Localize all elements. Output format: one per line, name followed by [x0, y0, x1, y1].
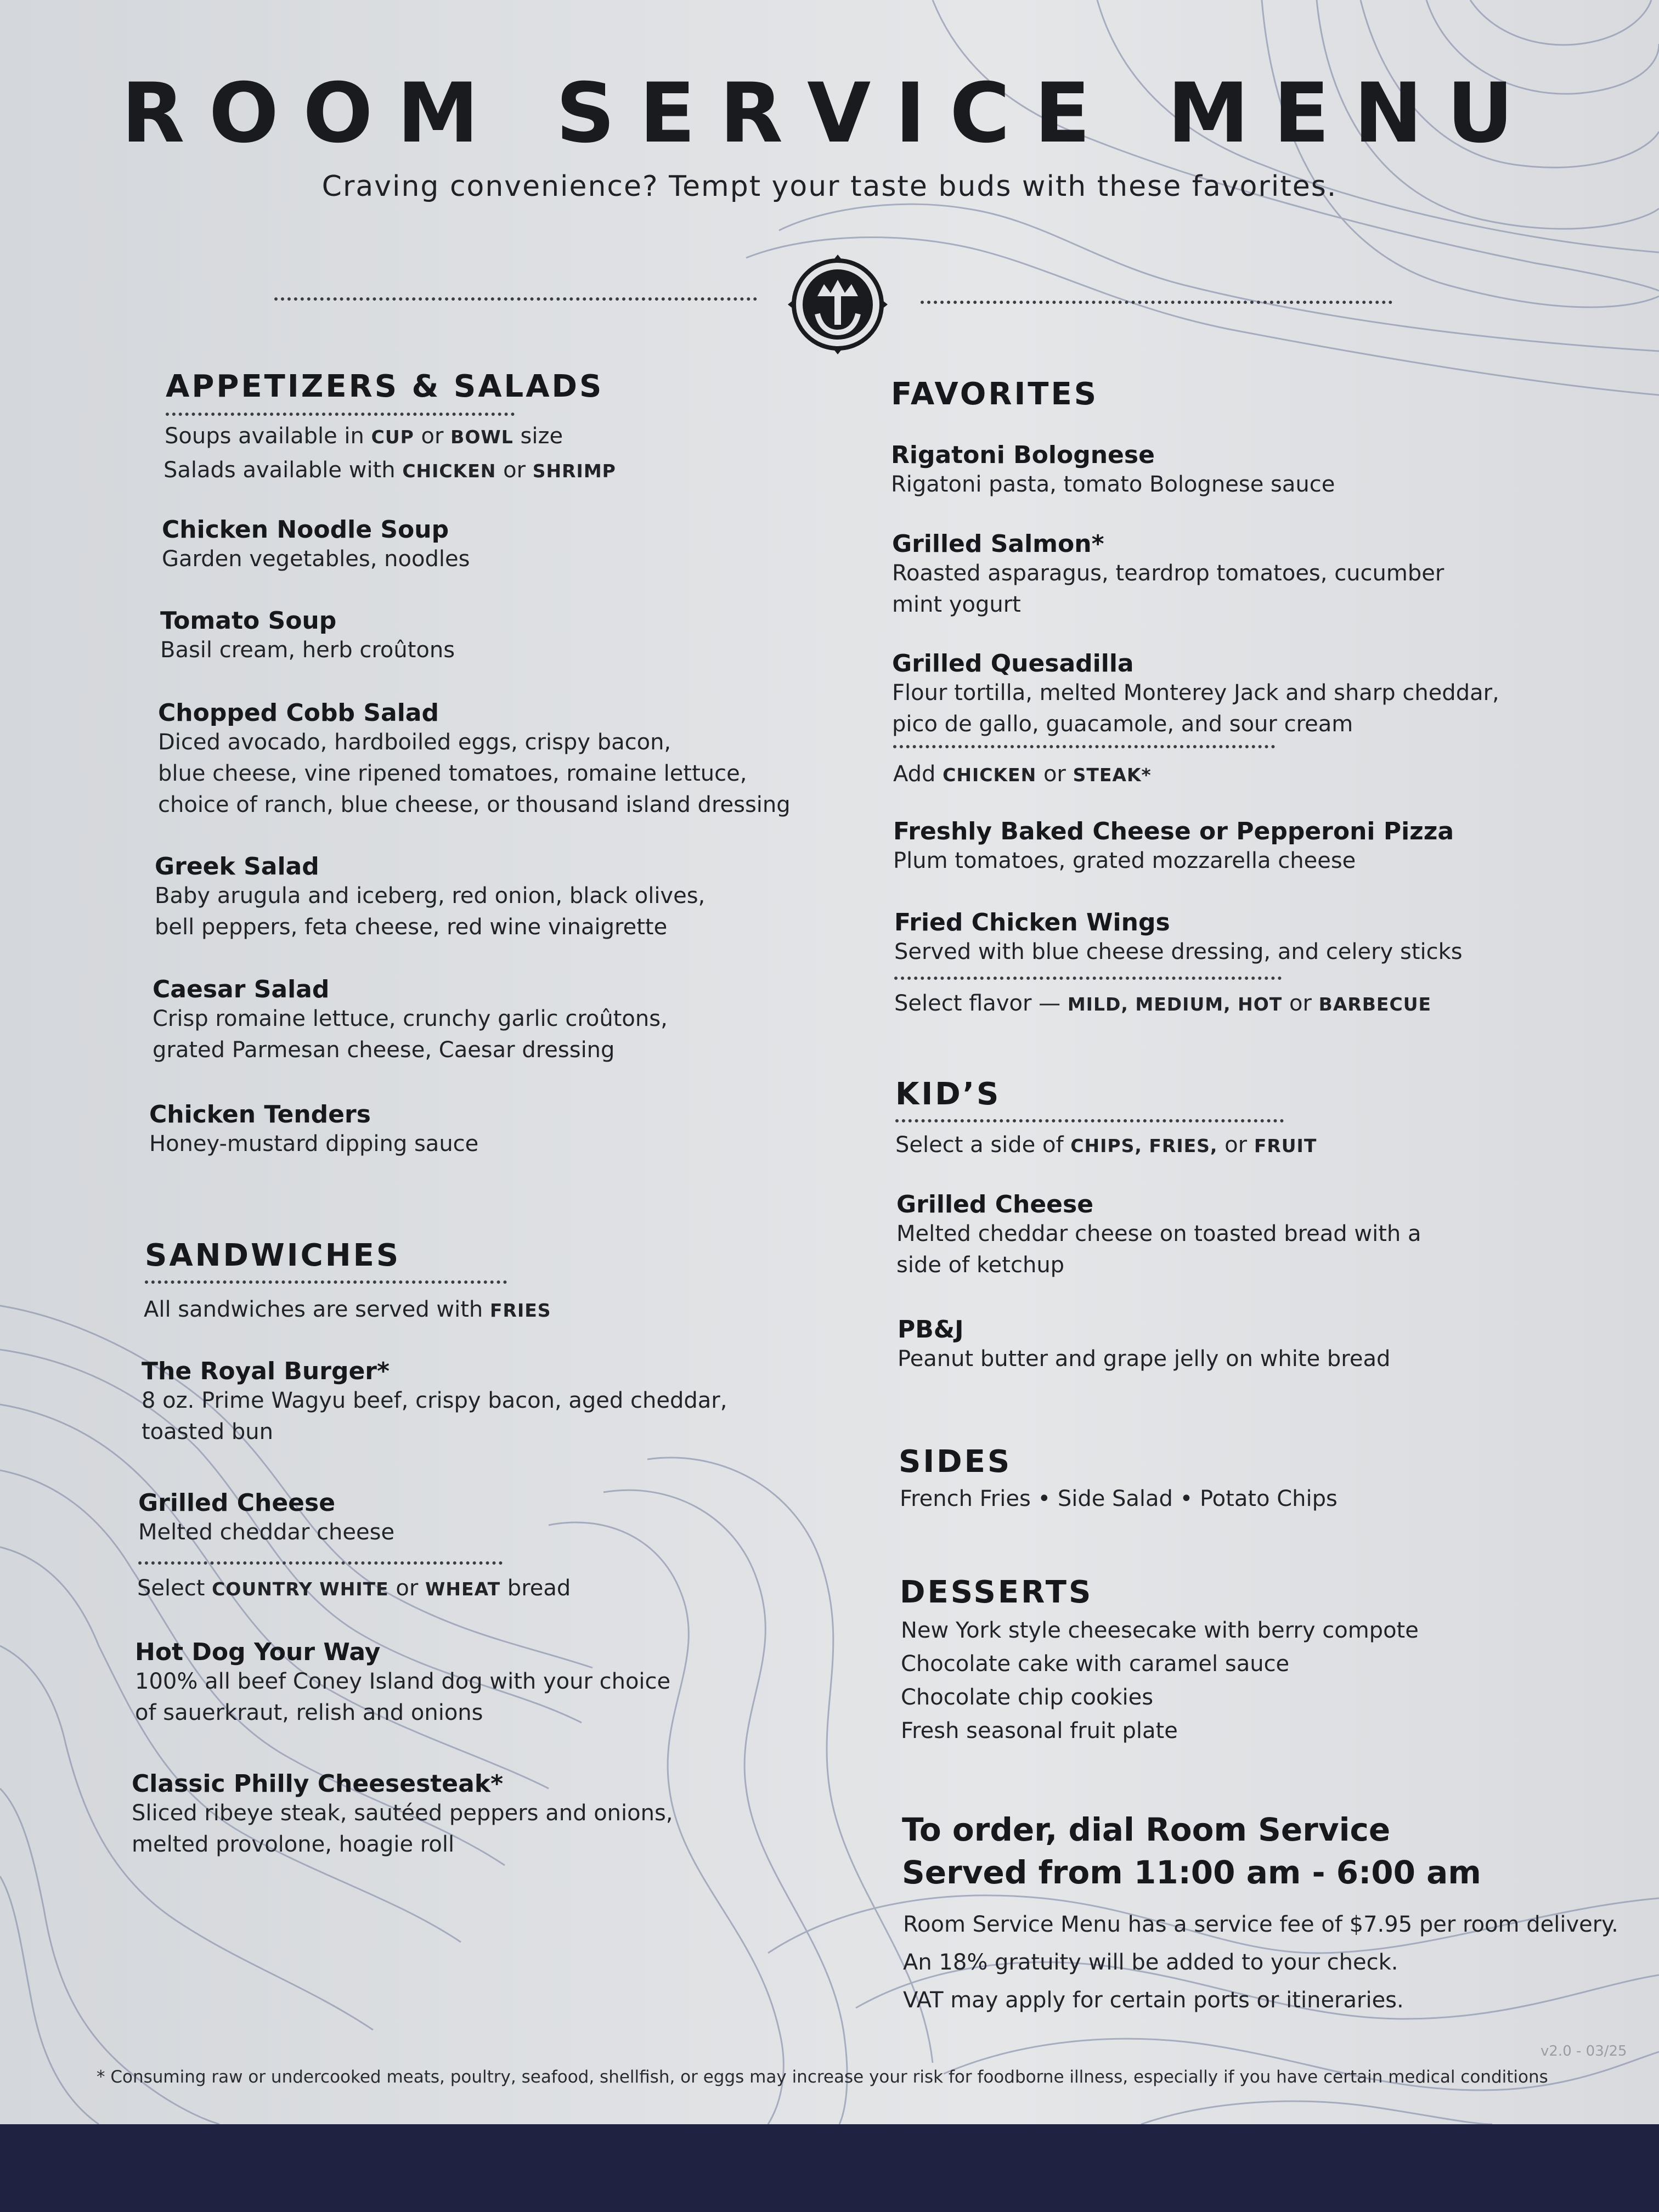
kids-heading: KID’S: [895, 1076, 1001, 1112]
service-fee-info: Room Service Menu has a service fee of $7.95 per room delivery. An 18% gratuity will be added to your check. VAT may apply for certain ports or itineraries.: [903, 1912, 1618, 2013]
item-description: Garden vegetables, noodles: [162, 546, 470, 572]
dark-surface-edge: [0, 2124, 1659, 2212]
menu-item: [162, 516, 470, 575]
item-description: Flour tortilla, melted Monterey Jack and sharp cheddar, pico de gallo, guacamole, and sour cream: [892, 680, 1499, 737]
wings-flavor-note: Select flavor — MILD, MEDIUM, HOT or BARBECUE: [894, 991, 1432, 1016]
title-divider-left: [274, 297, 757, 301]
version-label: v2.0 - 03/25: [1541, 2043, 1627, 2059]
menu-item: [132, 1770, 673, 1860]
item-description: Melted cheddar cheese on toasted bread with a side of ketchup: [896, 1221, 1421, 1278]
salad-protein-note: Salads available with CHICKEN or SHRIMP: [163, 458, 616, 483]
menu-item: [894, 909, 1463, 968]
menu-item: [142, 1357, 727, 1448]
sandwich-side-note: All sandwiches are served with FRIES: [144, 1297, 551, 1322]
bread-choice-note: Select COUNTRY WHITE or WHEAT bread: [137, 1576, 571, 1601]
item-name: Chopped Cobb Salad: [158, 699, 439, 727]
menu-item: [892, 650, 1499, 740]
item-name: Fried Chicken Wings: [894, 909, 1170, 936]
sandwiches-divider: [145, 1280, 507, 1284]
menu-item: [149, 1101, 478, 1160]
item-description: Diced avocado, hardboiled eggs, crispy bacon, blue cheese, vine ripened tomatoes, romaine lettuce, choice of ranch, blue cheese, or thousand island dressing: [158, 730, 791, 817]
quesadilla-divider: [893, 745, 1275, 748]
wings-divider: [894, 977, 1282, 980]
menu-item: [891, 441, 1335, 500]
desserts-list: New York style cheesecake with berry compote Chocolate cake with caramel sauce Chocolate chip cookies Fresh seasonal fruit plate: [901, 1618, 1419, 1743]
menu-item: [893, 817, 1454, 877]
menu-item: [135, 1638, 670, 1729]
item-name: Tomato Soup: [160, 607, 337, 635]
menu-item: [138, 1489, 394, 1548]
item-name: Chicken Tenders: [149, 1101, 371, 1128]
crown-anchor-icon: [786, 252, 890, 357]
item-name: Classic Philly Cheesesteak*: [132, 1770, 504, 1798]
item-name: Hot Dog Your Way: [135, 1638, 381, 1666]
item-name: Greek Salad: [155, 853, 319, 881]
menu-item: [160, 607, 455, 666]
sides-list: French Fries • Side Salad • Potato Chips: [900, 1486, 1338, 1511]
item-description: 8 oz. Prime Wagyu beef, crispy bacon, aged cheddar, toasted bun: [142, 1388, 727, 1444]
menu-item: [153, 975, 668, 1066]
sandwiches-heading: SANDWICHES: [145, 1238, 401, 1273]
title-divider-right: [921, 301, 1392, 304]
item-name: Rigatoni Bolognese: [891, 441, 1155, 469]
item-description: Plum tomatoes, grated mozzarella cheese: [893, 848, 1356, 873]
item-name: Freshly Baked Cheese or Pepperoni Pizza: [893, 817, 1454, 845]
appetizers-divider: [166, 413, 515, 416]
kids-side-note: Select a side of CHIPS, FRIES, or FRUIT: [895, 1132, 1317, 1158]
item-description: Basil cream, herb croûtons: [160, 637, 455, 663]
item-name: Grilled Quesadilla: [892, 650, 1134, 678]
menu-item: [155, 853, 705, 943]
favorites-heading: FAVORITES: [891, 376, 1099, 412]
item-name: The Royal Burger*: [142, 1357, 390, 1385]
soup-size-note: Soups available in CUP or BOWL size: [165, 424, 563, 449]
sides-heading: SIDES: [899, 1444, 1012, 1480]
menu-item: [896, 1190, 1421, 1281]
item-name: PB&J: [898, 1316, 964, 1344]
item-description: 100% all beef Coney Island dog with your choice of sauerkraut, relish and onions: [135, 1669, 671, 1725]
quesadilla-addon-note: Add CHICKEN or STEAK*: [893, 761, 1152, 787]
kids-divider: [895, 1119, 1284, 1122]
item-description: Peanut butter and grape jelly on white bread: [898, 1346, 1391, 1372]
menu-item: [898, 1316, 1390, 1375]
bread-divider: [138, 1561, 503, 1565]
order-instructions: To order, dial Room Service Served from 11:00 am - 6:00 am: [902, 1811, 1481, 1891]
item-name: Grilled Salmon*: [892, 530, 1104, 558]
food-safety-footnote: * Consuming raw or undercooked meats, poultry, seafood, shellfish, or eggs may increase your risk for foodborne illness, especially if you have certain medical conditions: [97, 2067, 1548, 2087]
menu-subtitle: Craving convenience? Tempt your taste buds with these favorites.: [321, 170, 1338, 203]
item-description: Rigatoni pasta, tomato Bolognese sauce: [891, 472, 1335, 497]
appetizers-heading: APPETIZERS & SALADS: [166, 369, 604, 404]
item-name: Caesar Salad: [153, 975, 330, 1003]
item-description: Crisp romaine lettuce, crunchy garlic croûtons, grated Parmesan cheese, Caesar dressing: [153, 1006, 668, 1063]
item-description: Baby arugula and iceberg, red onion, black olives, bell peppers, feta cheese, red wine vinaigrette: [155, 883, 706, 940]
menu-title: ROOM SERVICE MENU: [121, 66, 1538, 161]
menu-item: [892, 530, 1444, 620]
item-name: Grilled Cheese: [138, 1489, 336, 1517]
item-description: Served with blue cheese dressing, and celery sticks: [894, 939, 1463, 964]
item-description: Honey-mustard dipping sauce: [149, 1131, 479, 1156]
item-description: Sliced ribeye steak, sautéed peppers and onions, melted provolone, hoagie roll: [132, 1801, 673, 1857]
item-name: Grilled Cheese: [896, 1190, 1094, 1218]
item-description: Roasted asparagus, teardrop tomatoes, cucumber mint yogurt: [892, 561, 1444, 617]
item-description: Melted cheddar cheese: [138, 1520, 395, 1545]
menu-item: [158, 699, 791, 821]
desserts-heading: DESSERTS: [900, 1575, 1093, 1610]
item-name: Chicken Noodle Soup: [162, 516, 449, 544]
